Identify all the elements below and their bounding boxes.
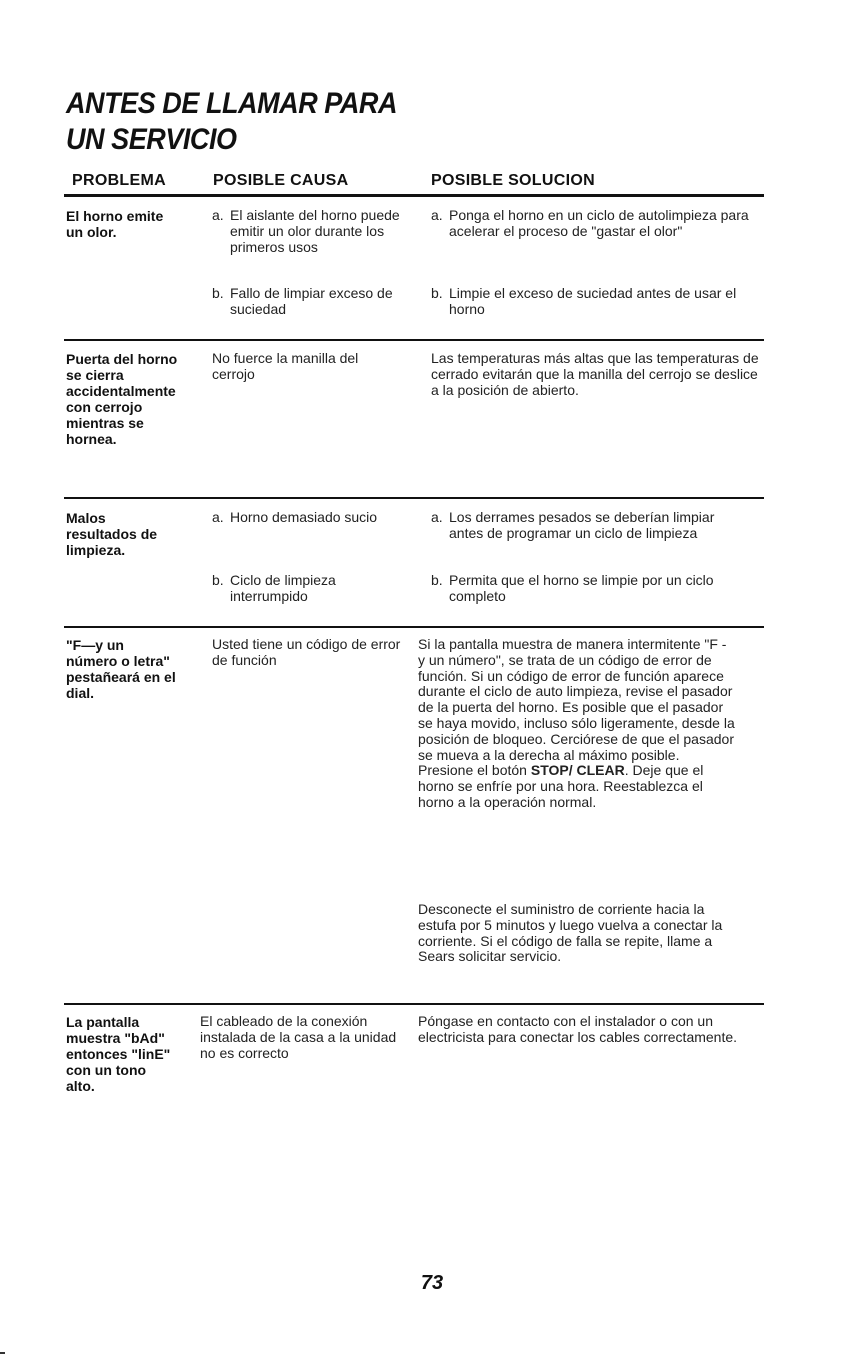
- row-3-cause-a: [212, 510, 392, 526]
- row-5-solution: Póngase en contacto con el instalador o con un electricista para conectar los cables correctamente.: [418, 1013, 738, 1045]
- row-1-cause-a-text: El aislante del horno puede emitir un olor durante los primeros usos: [230, 207, 400, 255]
- header-problem: PROBLEMA: [72, 172, 166, 189]
- header-solution: POSIBLE SOLUCION: [431, 172, 595, 189]
- row-3-cause-b-label: b.: [212, 572, 224, 588]
- row-1-solution-a: [431, 208, 761, 240]
- row-1-solution-a-label: a.: [431, 207, 443, 223]
- row-3-solution-b-text: Permita que el horno se limpie por un ciclo completo: [449, 572, 714, 604]
- row-1-cause-a: [212, 208, 402, 255]
- row-1-cause-b-text: Fallo de limpiar exceso de suciedad: [230, 285, 393, 317]
- row-divider: [64, 1003, 764, 1005]
- row-1-cause-a-label: a.: [212, 207, 224, 223]
- row-4-cause: Usted tiene un código de error de función: [212, 636, 401, 668]
- row-1-cause-b: [212, 286, 402, 318]
- row-3-cause-a-label: a.: [212, 509, 224, 525]
- row-divider: [64, 497, 764, 499]
- page-title-line-1: ANTES DE LLAMAR PARA: [66, 87, 398, 120]
- row-4-problem: "F—y un número o letra" pestañeará en el dial.: [66, 637, 176, 701]
- row-1-solution-b: [431, 286, 761, 318]
- row-3-cause-a-text: Horno demasiado sucio: [230, 509, 378, 525]
- row-4-solution-p1-a: Si la pantalla muestra de manera intermitente "F - y un número", se trata de un código de error de función. Si un código de error de función aparece durante el ciclo de auto limpieza, revise el pasador de la puerta del horno. Es posible que el pasador se haya movido, incluso sólo ligeramente, desde la posición de bloqueo. Cerciórese de que el pasador se mueva a la derecha al máximo posible. Presione el botón: [418, 636, 735, 779]
- row-3-solution-a-label: a.: [431, 509, 443, 525]
- page-title-line-2: UN SERVICIO: [66, 123, 237, 156]
- row-4-solution-p1-bold: STOP/ CLEAR: [530, 762, 625, 779]
- row-divider: [64, 626, 764, 628]
- scan-mark: [0, 1352, 5, 1354]
- row-1-solution-b-label: b.: [431, 285, 443, 301]
- header-cause: POSIBLE CAUSA: [213, 172, 349, 189]
- row-1-solution-a-text: Ponga el horno en un ciclo de autolimpieza para acelerar el proceso de "gastar el olor": [449, 207, 749, 239]
- row-3-cause-b: [212, 573, 392, 605]
- row-4-solution-p2: Desconecte el suministro de corriente hacia la estufa por 5 minutos y luego vuelva a conectar la corriente. Si el código de falla se repite, llame a Sears solicitar servicio.: [418, 901, 723, 965]
- row-3-cause-b-text: Ciclo de limpieza interrumpido: [230, 572, 336, 604]
- row-5-problem: La pantalla muestra "bAd" entonces "linE" con un tono alto.: [66, 1014, 171, 1094]
- row-1-problem: El horno emite un olor.: [66, 208, 164, 240]
- row-1-solution-b-text: Limpie el exceso de suciedad antes de usar el horno: [449, 285, 737, 317]
- row-3-problem: Malos resultados de limpieza.: [66, 510, 158, 558]
- row-2-problem: Puerta del horno se cierra accidentalmente con cerrojo mientras se hornea.: [66, 351, 178, 447]
- header-rule: [64, 194, 764, 197]
- row-1-cause-b-label: b.: [212, 285, 224, 301]
- row-3-solution-b: [431, 573, 751, 605]
- row-divider: [64, 339, 764, 341]
- row-3-solution-b-label: b.: [431, 572, 443, 588]
- row-3-solution-a-text: Los derrames pesados se deberían limpiar antes de programar un ciclo de limpieza: [449, 509, 715, 541]
- row-2-solution: Las temperaturas más altas que las temperaturas de cerrado evitarán que la manilla del cerrojo se deslice a la posición de abierto.: [431, 350, 759, 398]
- row-2-cause: No fuerce la manilla del cerrojo: [212, 350, 359, 382]
- row-3-solution-a: [431, 510, 751, 542]
- page-title: [66, 86, 516, 158]
- row-4-solution-p1-b: . Deje que el horno se enfríe por una hora. Reestablezca el horno a la operación normal.: [418, 762, 704, 810]
- row-5-cause: El cableado de la conexión instalada de la casa a la unidad no es correcto: [200, 1013, 397, 1061]
- page-number: 73: [420, 1272, 444, 1294]
- row-4-solution-p1: [418, 637, 736, 811]
